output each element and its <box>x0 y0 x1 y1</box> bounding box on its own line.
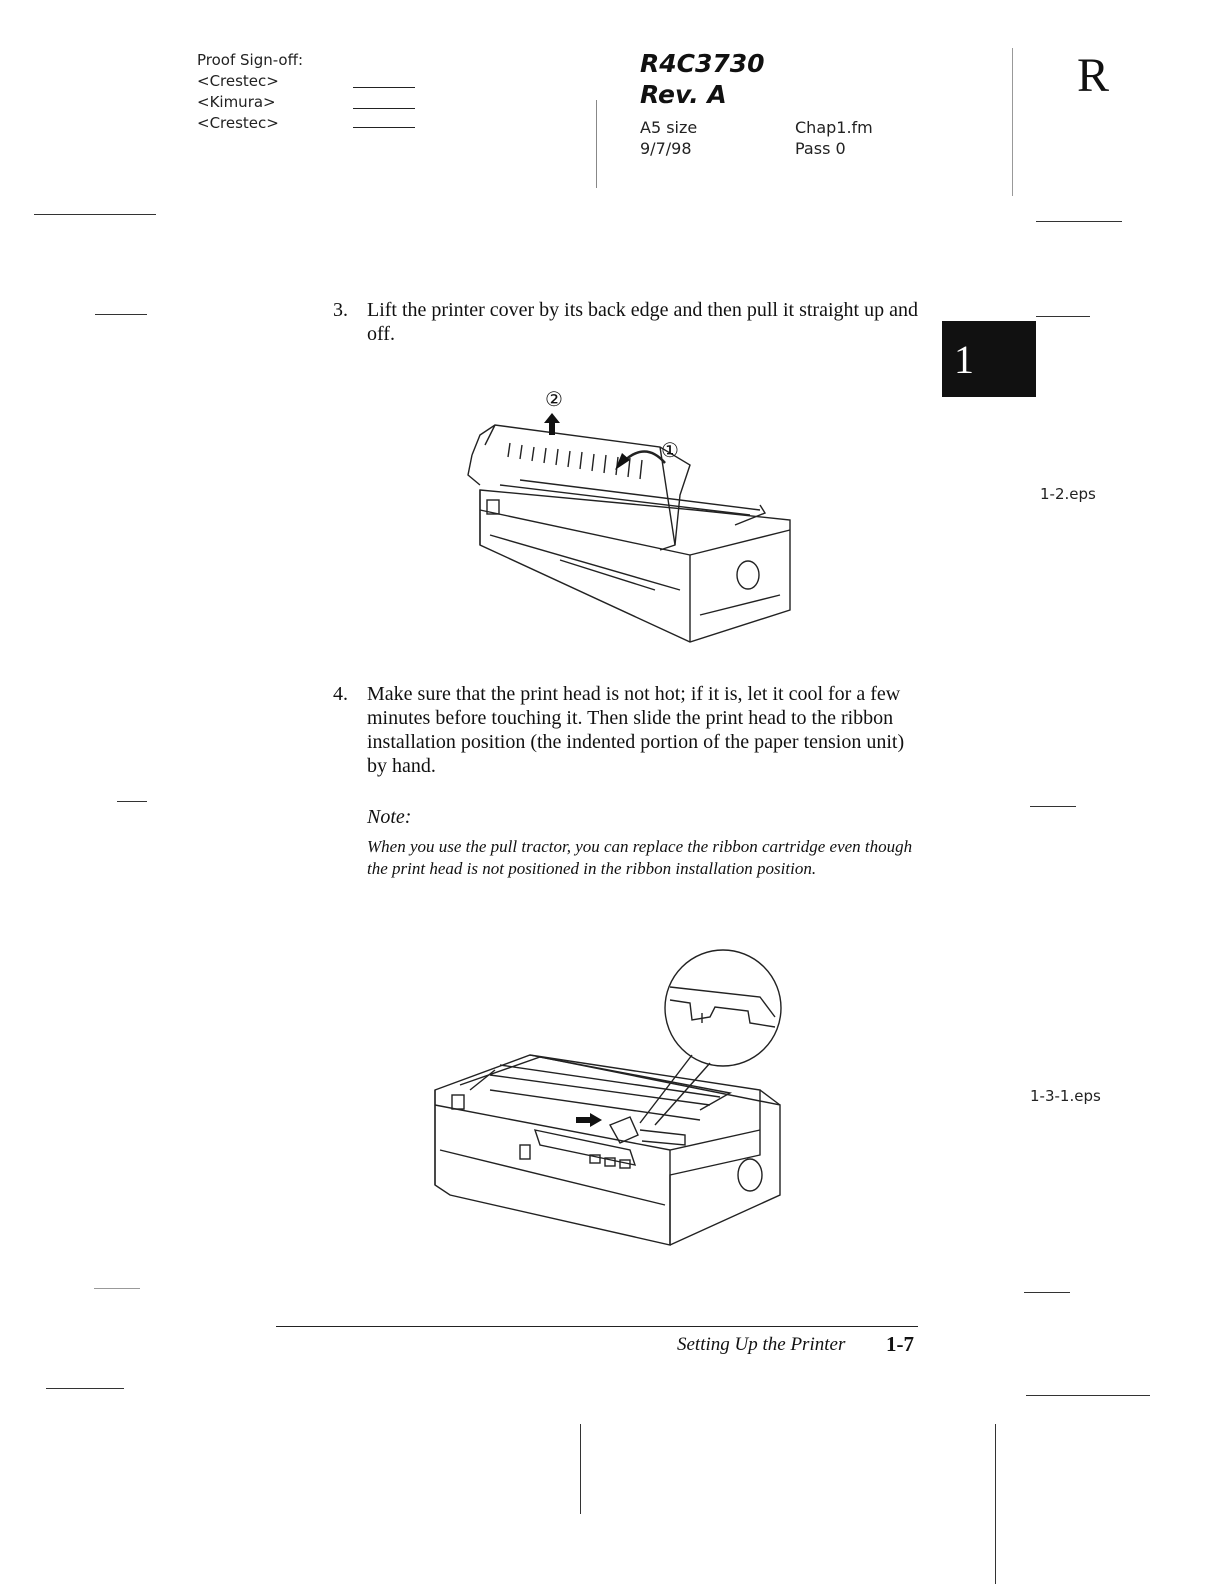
page-number: 1-7 <box>886 1332 914 1356</box>
crop-mark <box>1024 1292 1070 1293</box>
step-number: 4. <box>333 683 348 705</box>
footer-title: Setting Up the Printer <box>677 1334 846 1355</box>
crop-mark <box>95 314 147 315</box>
footer-rule <box>276 1326 918 1327</box>
doc-size: A5 size <box>640 118 698 137</box>
crop-mark <box>1030 806 1076 807</box>
header-divider <box>596 100 597 188</box>
signoff-line <box>353 108 415 109</box>
figure-label: 1-2.eps <box>1040 485 1096 503</box>
crop-mark <box>1036 221 1122 222</box>
callout-2: ② <box>545 387 563 411</box>
print-head-illustration <box>430 945 800 1250</box>
doc-date: 9/7/98 <box>640 139 692 158</box>
crop-mark <box>34 214 156 215</box>
chapter-tab: 1 <box>942 321 1036 397</box>
figure-label: 1-3-1.eps <box>1030 1087 1101 1105</box>
doc-rev: Rev. A <box>640 80 727 109</box>
crop-mark <box>117 801 147 802</box>
crop-mark <box>46 1388 124 1389</box>
doc-file: Chap1.fm <box>795 118 873 137</box>
note-title: Note: <box>367 806 412 828</box>
doc-meta-right <box>795 117 873 159</box>
crop-mark <box>94 1288 140 1289</box>
crop-mark <box>580 1424 581 1514</box>
step-text: Lift the printer cover by its back edge and then pull it straight up and off. <box>367 299 918 345</box>
crop-mark <box>1036 316 1090 317</box>
signoff-line <box>353 87 415 88</box>
doc-id: R4C3730 <box>640 49 765 78</box>
doc-id-block <box>640 48 765 110</box>
step-3 <box>333 298 933 348</box>
signoff-line <box>353 127 415 128</box>
crop-mark <box>995 1424 996 1584</box>
header-right-rule <box>1012 48 1013 196</box>
proof-signer-2: <Kimura> <box>197 93 276 111</box>
proof-signoff <box>197 50 303 134</box>
corner-letter: R <box>1077 49 1110 102</box>
doc-pass: Pass 0 <box>795 139 846 158</box>
step-text: Make sure that the print head is not hot; if it is, let it cool for a few minutes before touching it. Then slide the print head to the ribbon installation position (the indented portion of the paper tension unit) by hand. <box>367 683 905 777</box>
doc-meta-left <box>640 117 697 159</box>
proof-signer-1: <Crestec> <box>197 72 279 90</box>
note-text: When you use the pull tractor, you can replace the ribbon cartridge even though the print head is not positioned in the ribbon installation position. <box>367 837 913 878</box>
step-4 <box>333 682 933 782</box>
step-number: 3. <box>333 299 348 321</box>
proof-signer-3: <Crestec> <box>197 114 279 132</box>
proof-heading: Proof Sign-off: <box>197 51 303 69</box>
crop-mark <box>1026 1395 1150 1396</box>
callout-1: ① <box>661 438 679 462</box>
printer-cover-illustration <box>460 385 800 647</box>
